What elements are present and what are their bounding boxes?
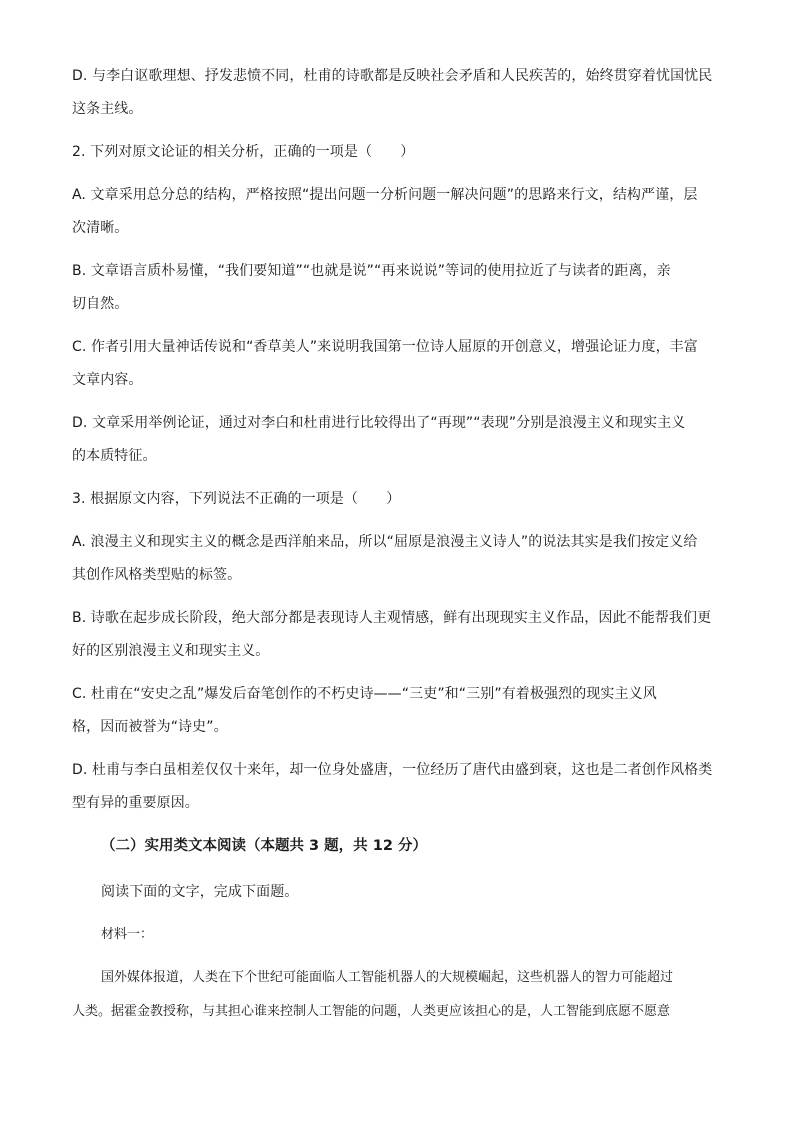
q3-option-b-line2: 好的区别浪漫主义和现实主义。 [72,643,270,659]
q3-stem: 3. 根据原文内容，下列说法不正确的一项是（ ） [72,491,401,507]
q3-option-c-line2: 格，因而被誉为“诗史”。 [72,719,228,735]
q2-option-b-line1: B. 文章语言质朴易懂，“我们要知道”“也就是说”“再来说说”等词的使用拉近了与读者的距离，亲 [72,263,671,279]
q2-option-c-line1: C. 作者引用大量神话传说和“香草美人”来说明我国第一位诗人屈原的开创意义，增强论证力度，丰富 [72,339,698,355]
q3-option-d-line2: 型有异的重要原因。 [72,795,199,811]
q3-option-d-line1: D. 杜甫与李白虽相差仅仅十来年，却一位身处盛唐，一位经历了唐代由盛到衰，这也是二者创作风格类 [72,762,713,778]
q3-option-a-line1: A. 浪漫主义和现实主义的概念是西洋舶来品，所以“屈原是浪漫主义诗人”的说法其实是我们按定义给 [72,534,698,550]
q2-option-b-line2: 切自然。 [72,296,129,312]
q2-option-d-line1: D. 文章采用举例论证，通过对李白和杜甫进行比较得出了“再现”“表现”分别是浪漫主义和现实主义 [72,415,686,431]
reading-instruction: 阅读下面的文字，完成下面题。 [101,884,299,900]
q1-option-d-line1: D. 与李白讴歌理想、抒发悲愤不同，杜甫的诗歌都是反映社会矛盾和人民疾苦的，始终贯穿着忧国忧民 [72,68,713,84]
passage-line2: 人类。据霍金教授称，与其担心谁来控制人工智能的问题，人类更应该担心的是，人工智能到底愿不愿意 [72,1004,671,1019]
q2-option-a-line1: A. 文章采用总分总的结构，严格按照“提出问题一分析问题一解决问题”的思路来行文，结构严谨，层 [72,187,698,203]
q2-option-a-line2: 次清晰。 [72,220,129,236]
q3-option-a-line2: 其创作风格类型贴的标签。 [72,567,242,583]
q1-option-d-line2: 这条主线。 [72,101,143,117]
passage-line1: 国外媒体报道，人类在下个世纪可能面临人工智能机器人的大规模崛起，这些机器人的智力可能超过 [101,970,674,985]
q2-option-d-line2: 的本质特征。 [72,448,157,464]
q3-option-c-line1: C. 杜甫在“安史之乱”爆发后奋笔创作的不朽史诗——“三吏”和“三别”有着极强烈的现实主义风 [72,686,657,702]
q2-stem: 2. 下列对原文论证的相关分析，正确的一项是（ ） [72,144,415,160]
q3-option-b-line1: B. 诗歌在起步成长阶段，绝大部分都是表现诗人主观情感，鲜有出现现实主义作品，因此不能帮我们更 [72,610,712,626]
q2-option-c-line2: 文章内容。 [72,372,143,388]
material-label: 材料一： [101,927,154,942]
section-heading: （二）实用类文本阅读（本题共 3 题，共 12 分） [101,838,427,854]
